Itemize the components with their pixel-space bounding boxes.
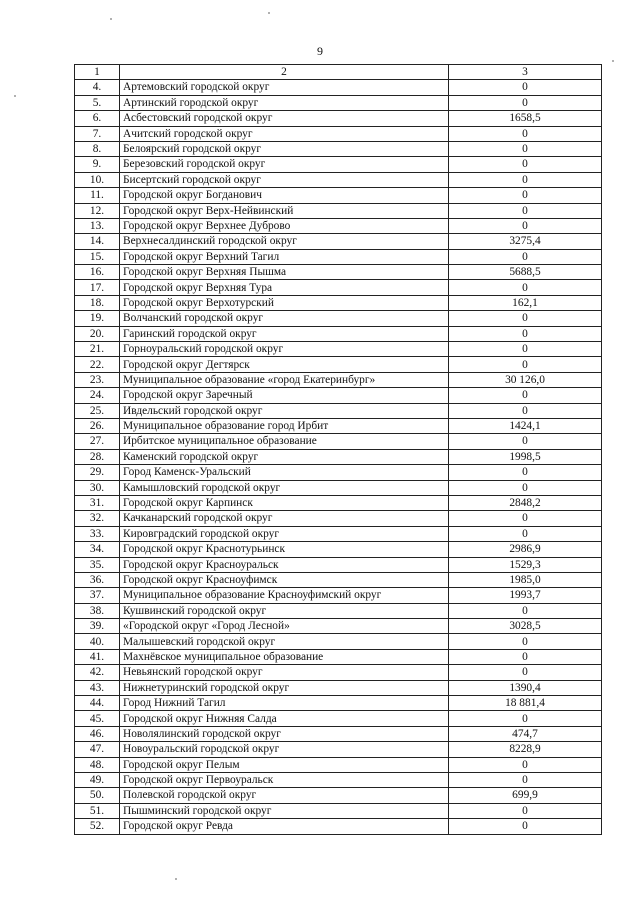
- allocation-value: 5688,5: [449, 265, 602, 280]
- row-number: 22.: [75, 357, 120, 372]
- allocation-value: 0: [449, 342, 602, 357]
- table-row: [75, 511, 602, 526]
- allocation-value: 0: [449, 157, 602, 172]
- municipality-name: Белоярский городской округ: [120, 141, 449, 156]
- row-number: 41.: [75, 649, 120, 664]
- table-row: [75, 572, 602, 587]
- allocation-value: 0: [449, 218, 602, 233]
- municipality-name: Городской округ Красноуфимск: [120, 572, 449, 587]
- table-row: [75, 265, 602, 280]
- row-number: 38.: [75, 603, 120, 618]
- allocation-value: 0: [449, 388, 602, 403]
- allocation-value: 0: [449, 649, 602, 664]
- row-number: 21.: [75, 342, 120, 357]
- row-number: 4.: [75, 80, 120, 95]
- allocation-value: 0: [449, 141, 602, 156]
- row-number: 26.: [75, 418, 120, 433]
- municipality-name: Артемовский городской округ: [120, 80, 449, 95]
- municipality-name: Городской округ Верх-Нейвинский: [120, 203, 449, 218]
- municipality-name: Нижнетуринский городской округ: [120, 680, 449, 695]
- row-number: 12.: [75, 203, 120, 218]
- table-row: [75, 280, 602, 295]
- table-row: [75, 526, 602, 541]
- municipality-name: Пышминский городской округ: [120, 803, 449, 818]
- page-number: 9: [317, 44, 323, 58]
- municipality-name: Ирбитское муниципальное образование: [120, 434, 449, 449]
- table-row: [75, 449, 602, 464]
- row-number: 18.: [75, 295, 120, 310]
- municipality-name: Кушвинский городской округ: [120, 603, 449, 618]
- allocation-value: 0: [449, 434, 602, 449]
- municipality-name: Городской округ Заречный: [120, 388, 449, 403]
- row-number: 9.: [75, 157, 120, 172]
- municipality-name: Городской округ Красноуральск: [120, 557, 449, 572]
- row-number: 50.: [75, 788, 120, 803]
- municipality-name: Город Нижний Тагил: [120, 696, 449, 711]
- table-row: [75, 757, 602, 772]
- row-number: 6.: [75, 111, 120, 126]
- allocation-value: 1985,0: [449, 572, 602, 587]
- row-number: 7.: [75, 126, 120, 141]
- allocation-value: 2986,9: [449, 542, 602, 557]
- municipality-name: Муниципальное образование «город Екатеринбург»: [120, 372, 449, 387]
- table-row: [75, 172, 602, 187]
- allocation-value: 1658,5: [449, 111, 602, 126]
- municipality-name: Камышловский городской округ: [120, 480, 449, 495]
- allocation-value: 30 126,0: [449, 372, 602, 387]
- table-row: [75, 772, 602, 787]
- allocation-value: 0: [449, 711, 602, 726]
- row-number: 25.: [75, 403, 120, 418]
- municipality-name: Верхнесалдинский городской округ: [120, 234, 449, 249]
- row-number: 37.: [75, 588, 120, 603]
- municipality-name: Городской округ Дегтярск: [120, 357, 449, 372]
- allocation-value: 1424,1: [449, 418, 602, 433]
- allocation-value: 0: [449, 280, 602, 295]
- allocation-value: 8228,9: [449, 742, 602, 757]
- table-row: [75, 342, 602, 357]
- municipality-name: Горноуральский городской округ: [120, 342, 449, 357]
- row-number: 33.: [75, 526, 120, 541]
- municipality-name: Качканарский городской округ: [120, 511, 449, 526]
- row-number: 23.: [75, 372, 120, 387]
- row-number: 39.: [75, 619, 120, 634]
- table-row: [75, 234, 602, 249]
- municipality-name: Городской округ Нижняя Салда: [120, 711, 449, 726]
- allocation-value: 474,7: [449, 726, 602, 741]
- table-row: [75, 726, 602, 741]
- row-number: 10.: [75, 172, 120, 187]
- table-row: [75, 80, 602, 95]
- row-number: 27.: [75, 434, 120, 449]
- row-number: 36.: [75, 572, 120, 587]
- municipality-name: Городской округ Ревда: [120, 819, 449, 834]
- municipality-name: Березовский городской округ: [120, 157, 449, 172]
- municipality-name: Ивдельский городской округ: [120, 403, 449, 418]
- table-row: [75, 418, 602, 433]
- allocation-value: 699,9: [449, 788, 602, 803]
- row-number: 32.: [75, 511, 120, 526]
- allocation-value: 0: [449, 80, 602, 95]
- row-number: 17.: [75, 280, 120, 295]
- municipality-name: Махнёвское муниципальное образование: [120, 649, 449, 664]
- municipality-name: Новоуральский городской округ: [120, 742, 449, 757]
- allocation-value: 0: [449, 819, 602, 834]
- allocation-value: 0: [449, 311, 602, 326]
- row-number: 14.: [75, 234, 120, 249]
- row-number: 31.: [75, 495, 120, 510]
- row-number: 49.: [75, 772, 120, 787]
- table-row: [75, 588, 602, 603]
- table-row: [75, 295, 602, 310]
- table-row: [75, 649, 602, 664]
- table-row: [75, 403, 602, 418]
- row-number: 48.: [75, 757, 120, 772]
- allocation-value: 0: [449, 634, 602, 649]
- municipality-name: Волчанский городской округ: [120, 311, 449, 326]
- row-number: 40.: [75, 634, 120, 649]
- row-number: 8.: [75, 141, 120, 156]
- column-header-2: 2: [120, 65, 449, 80]
- row-number: 15.: [75, 249, 120, 264]
- allocation-value: 0: [449, 203, 602, 218]
- row-number: 34.: [75, 542, 120, 557]
- table-row: [75, 665, 602, 680]
- municipality-name: «Городской округ «Город Лесной»: [120, 619, 449, 634]
- row-number: 11.: [75, 188, 120, 203]
- row-number: 20.: [75, 326, 120, 341]
- allocation-value: 3028,5: [449, 619, 602, 634]
- allocation-value: 0: [449, 803, 602, 818]
- table-header-row: [75, 65, 602, 80]
- row-number: 24.: [75, 388, 120, 403]
- municipality-name: Артинский городской округ: [120, 95, 449, 110]
- allocation-value: 0: [449, 665, 602, 680]
- municipality-name: Городской округ Пелым: [120, 757, 449, 772]
- allocation-value: 0: [449, 326, 602, 341]
- row-number: 47.: [75, 742, 120, 757]
- municipality-name: Городской округ Первоуральск: [120, 772, 449, 787]
- allocation-value: 0: [449, 603, 602, 618]
- table-row: [75, 619, 602, 634]
- municipality-name: Бисертский городской округ: [120, 172, 449, 187]
- allocation-value: 1993,7: [449, 588, 602, 603]
- table-row: [75, 557, 602, 572]
- table-row: [75, 480, 602, 495]
- table-row: [75, 680, 602, 695]
- table-row: [75, 634, 602, 649]
- allocation-value: 0: [449, 172, 602, 187]
- municipality-name: Новолялинский городской округ: [120, 726, 449, 741]
- allocation-value: 0: [449, 126, 602, 141]
- row-number: 45.: [75, 711, 120, 726]
- table-row: [75, 603, 602, 618]
- row-number: 51.: [75, 803, 120, 818]
- municipality-name: Муниципальное образование Красноуфимский округ: [120, 588, 449, 603]
- row-number: 5.: [75, 95, 120, 110]
- table-row: [75, 188, 602, 203]
- allocation-value: 0: [449, 188, 602, 203]
- municipal-allocation-table: [74, 64, 602, 835]
- allocation-value: 0: [449, 357, 602, 372]
- allocation-value: 0: [449, 511, 602, 526]
- allocation-value: 2848,2: [449, 495, 602, 510]
- municipality-name: Городской округ Верхняя Тура: [120, 280, 449, 295]
- table-row: [75, 249, 602, 264]
- allocation-value: 1998,5: [449, 449, 602, 464]
- table-row: [75, 495, 602, 510]
- municipality-name: Невьянский городской округ: [120, 665, 449, 680]
- row-number: 28.: [75, 449, 120, 464]
- allocation-value: 1390,4: [449, 680, 602, 695]
- row-number: 30.: [75, 480, 120, 495]
- municipality-name: Кировградский городской округ: [120, 526, 449, 541]
- table-row: [75, 388, 602, 403]
- municipality-name: Малышевский городской округ: [120, 634, 449, 649]
- allocation-value: 18 881,4: [449, 696, 602, 711]
- table-row: [75, 157, 602, 172]
- municipality-name: Городской округ Верхний Тагил: [120, 249, 449, 264]
- municipality-name: Полевской городской округ: [120, 788, 449, 803]
- allocation-value: 162,1: [449, 295, 602, 310]
- municipality-name: Городской округ Краснотурьинск: [120, 542, 449, 557]
- allocation-value: 0: [449, 526, 602, 541]
- table-row: [75, 126, 602, 141]
- row-number: 52.: [75, 819, 120, 834]
- allocation-value: 3275,4: [449, 234, 602, 249]
- municipality-name: Город Каменск-Уральский: [120, 465, 449, 480]
- municipality-name: Городской округ Верхняя Пышма: [120, 265, 449, 280]
- allocation-value: 0: [449, 480, 602, 495]
- municipality-name: Асбестовский городской округ: [120, 111, 449, 126]
- allocation-value: 0: [449, 403, 602, 418]
- column-header-3: 3: [449, 65, 602, 80]
- row-number: 19.: [75, 311, 120, 326]
- table-row: [75, 465, 602, 480]
- municipality-name: Городской округ Богданович: [120, 188, 449, 203]
- table-row: [75, 711, 602, 726]
- table-row: [75, 326, 602, 341]
- table-row: [75, 141, 602, 156]
- table-row: [75, 203, 602, 218]
- municipality-name: Городской округ Верхнее Дуброво: [120, 218, 449, 233]
- table-row: [75, 803, 602, 818]
- row-number: 43.: [75, 680, 120, 695]
- allocation-value: 1529,3: [449, 557, 602, 572]
- table-row: [75, 311, 602, 326]
- table-row: [75, 788, 602, 803]
- municipality-name: Каменский городской округ: [120, 449, 449, 464]
- row-number: 29.: [75, 465, 120, 480]
- allocation-value: 0: [449, 465, 602, 480]
- allocation-value: 0: [449, 249, 602, 264]
- row-number: 35.: [75, 557, 120, 572]
- table-row: [75, 542, 602, 557]
- municipality-name: Городской округ Верхотурский: [120, 295, 449, 310]
- municipality-name: Муниципальное образование город Ирбит: [120, 418, 449, 433]
- allocation-value: 0: [449, 772, 602, 787]
- row-number: 42.: [75, 665, 120, 680]
- table-row: [75, 819, 602, 834]
- table-row: [75, 696, 602, 711]
- table-row: [75, 111, 602, 126]
- municipality-name: Ачитский городской округ: [120, 126, 449, 141]
- table-row: [75, 742, 602, 757]
- table-row: [75, 218, 602, 233]
- row-number: 44.: [75, 696, 120, 711]
- table-row: [75, 357, 602, 372]
- municipality-name: Городской округ Карпинск: [120, 495, 449, 510]
- row-number: 13.: [75, 218, 120, 233]
- allocation-value: 0: [449, 95, 602, 110]
- table-row: [75, 434, 602, 449]
- row-number: 46.: [75, 726, 120, 741]
- column-header-1: 1: [75, 65, 120, 80]
- table-row: [75, 372, 602, 387]
- allocation-value: 0: [449, 757, 602, 772]
- table-row: [75, 95, 602, 110]
- row-number: 16.: [75, 265, 120, 280]
- municipality-name: Гаринский городской округ: [120, 326, 449, 341]
